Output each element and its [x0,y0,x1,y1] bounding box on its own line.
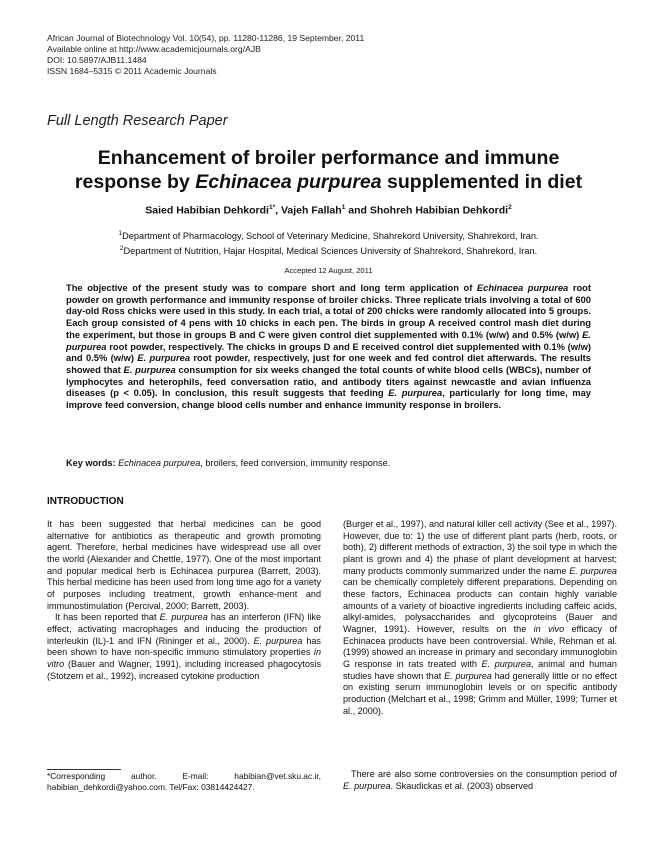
affiliations [40,228,617,257]
doi: DOI: 10.5897/AJB11.1484 [47,55,147,65]
species-name: E. purpurea [569,565,617,576]
left-column [47,519,321,682]
intro-paragraph-2 [47,612,321,682]
body-text: It has been reported that [55,612,160,623]
species-name: E. purpurea [66,329,591,352]
abstract-text: consumption for six weeks changed the total counts of white blood cells (WBCs), number of lymphocytes and heterophils, feed conversation ratio, and antibody titers against newcastle and avian influenza diseases (p < 0.05). In conclusion, this result suggests that feeding [66,364,592,399]
corresponding-mark: * [272,204,276,211]
body-text: (Bauer and Wagner, 1991), including increased phagocytosis (Stotzem et al., 1992), increased cytokine production [47,658,321,681]
keywords-label: Key words: [66,458,116,468]
body-text: There are also some controversies on the consumption period of [351,769,617,779]
affil-text: Department of Pharmacology, School of Veterinary Medicine, Shahrekord University, Shahrekord, Iran. [122,231,539,242]
right-column-bottom [343,769,617,792]
journal-header [47,33,364,77]
issn: ISSN 1684–5315 © 2011 Academic Journals [47,66,217,76]
author-affil-mark: 1 [268,204,273,211]
paper-title [40,146,617,194]
title-text: response by [74,171,196,193]
body-text: had generally little or no effect on existing serum immunoglobin levels or on specific antibody production (Melchart et al., 1998; Grimm and Müller, 1999; Turner et al., 2000). [343,670,617,716]
body-text: . Skaudickas et al. (2003) observed [390,780,534,791]
keywords [66,458,591,468]
intro-paragraph-4 [343,769,617,792]
section-heading-introduction: INTRODUCTION [47,496,124,507]
abstract-text: root powder, respectively, just for one week and fed control diet afterwards. The results showed that [66,353,591,375]
abstract-text: root powder, respectively. The chicks in groups D and E received control diet supplemented with 0.1% (w/w) and 0.5% (w/w) [66,341,591,364]
title-species: Echinacea purpurea [195,171,382,193]
author-affil-mark: 2 [508,204,512,211]
author-separator: and [345,204,370,217]
intro-paragraph-3 [343,519,617,717]
abstract-text: , particularly for long time, may improve feed conversion, change blood cells number and enhance immunity response in broilers. [66,388,592,411]
right-column [343,519,617,717]
paper-type: Full Length Research Paper [47,113,228,129]
species-name: E. purpurea [253,635,303,646]
body-text: has an interferon (IFN) like effect, activating macrophages and inducing the production of interleukin (IL)-1 and IFN (Rininger et al., 2000). [47,612,321,646]
affiliation-2 [40,243,617,258]
journal-citation: African Journal of Biotechnology Vol. 10(54), pp. 11280-11286, 19 September, 2011 [47,33,365,43]
author-separator: , [275,204,281,217]
accepted-date: Accepted 12 August, 2011 [284,266,373,275]
abstract [66,283,591,412]
keywords-list: , broilers, feed conversion, immunity response. [200,458,391,468]
abstract-text: The objective of the present study was to compare short and long term application of [66,283,477,293]
author-name: Shohreh Habibian Dehkordi [369,204,509,217]
species-name: E. purpurea [159,612,208,623]
title-text: supplemented in diet [381,171,583,193]
footnote-divider [47,769,121,770]
title-line-2 [40,170,617,194]
species-name: E. purpurea [123,364,176,375]
abstract-text: root powder on growth performance and immunity response of broiler chicks. Three replicate trials involving a total of 600 day-old Ross chicks were used in this study. In each trial, a total of 200 chicks were randomly allocated into 5 groups. Each group consisted of 4 pens with 10 chicks in each pen. The birds in group A received control mash diet during the experiment, but those in groups B and C were given control diet supplemented with 0.1% (w/w) and 0.5% (w/w) [66,283,591,340]
author-affil-mark: 1 [341,204,346,211]
species-name: E. purpurea [444,670,492,681]
corresponding-author-footnote: *Corresponding author. E-mail: habibian@vet.sku.ac.ir, habibian_dehkordi@yahoo.com. Tel/Fax: 03814424427. [47,771,321,792]
body-text: , animal and human studies have shown that [343,658,617,681]
species-name: E. purpurea [388,388,443,399]
title-line-1: Enhancement of broiler performance and immune [97,147,560,169]
affil-mark: 1 [118,230,123,237]
body-text: (Burger et al., 1997), and natural killer cell activity (See et al., 1997). However, due to: 1) the use of different plant parts (herb, roots, or both), 2) different methods of extraction, 3) the soil type in which the plant is grown and 4) the phase of plant development at harvest; many products commonly summarized under the name [343,519,617,576]
keywords-species: Echinacea purpurea [115,458,201,468]
affiliation-1 [40,228,617,243]
author-name: Vajeh Fallah [280,204,342,217]
species-name: E. purpurea [343,780,391,791]
species-name: Echinacea purpurea [476,283,569,293]
affil-text: Department of Nutrition, Hajar Hospital, Medical Sciences University of Shahrekord, Shahrekord, Iran. [123,245,538,256]
affil-mark: 2 [119,244,124,252]
body-text: can be chemically completely different preparations. Depending on these factors, Echinacea products can contain highly variable amounts of a variety of bioactive ingredients including caffeic acids, alkyl-amides, polysaccharides and glycoproteins (Bauer and Wagner, 1991). However, results on the [343,577,617,634]
body-text: has been shown to have non-specific immuno stimulatory properties [47,635,321,658]
species-name: E. purpurea [481,658,532,669]
body-text: efficacy of Echinacea products have been controversial. While, Rehman et al. (1999) showed an increase in primary and secondary immunoglobin G response in rats treated with [343,623,617,669]
intro-paragraph-1: It has been suggested that herbal medicines can be good alternative for antibiotics as therapeutic and growth promoting agent. Therefore, herbal medicines have widespread use all over the world (Alexander and Chettle, 1977). One of the most important and popular medical herb is Echinacea purpurea (Barrett, 2003). This herbal medicine has been used from long time ago for a variety of purposes including treatment, growth enhance-ment and immunostimulation (Percival, 2000; Barrett, 2003). [47,519,321,611]
latin-term: in vivo [533,623,565,634]
author-name: Saied Habibian Dehkordi [145,204,269,217]
species-name: E. purpurea [137,353,191,364]
journal-url[interactable]: Available online at http://www.academicjournals.org/AJB [47,44,261,54]
authors [40,204,617,217]
latin-term: in vitro [47,647,321,669]
